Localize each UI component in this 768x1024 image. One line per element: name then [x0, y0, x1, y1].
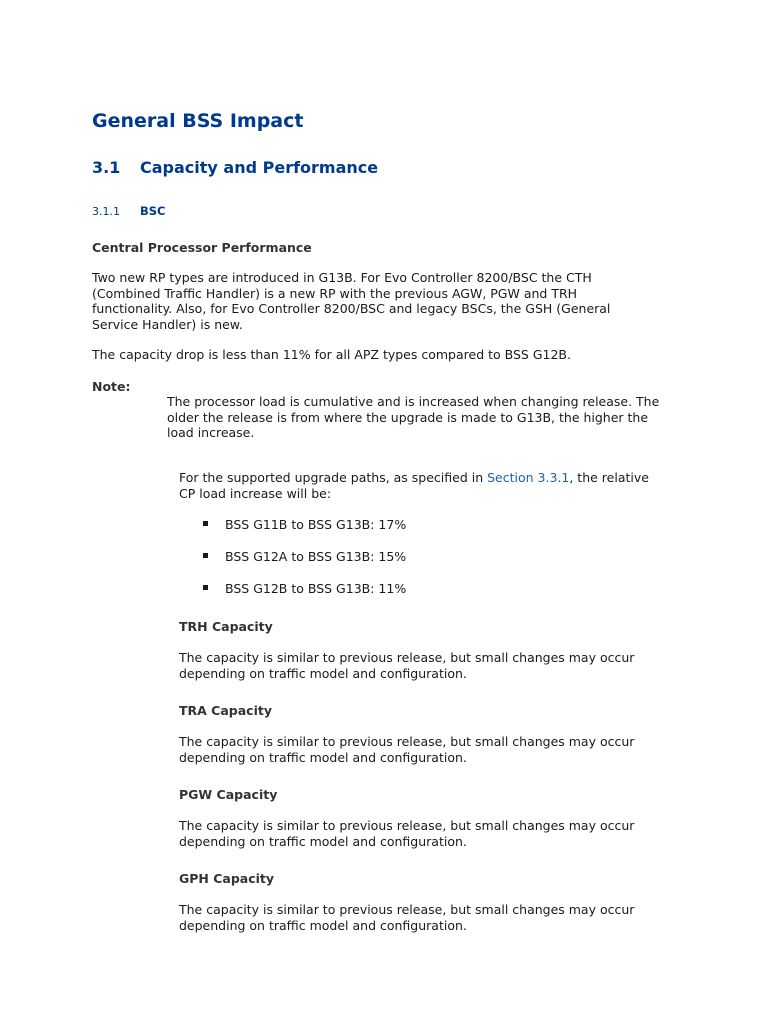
paragraph-line: Service Handler) is new. [92, 316, 243, 332]
subsection-number: 3.1.1 [92, 205, 120, 218]
paragraph-line: Two new RP types are introduced in G13B. For Evo Controller 8200/BSC the CTH [92, 270, 592, 285]
note-text [167, 394, 727, 441]
paragraph-line: depending on traffic model and configuration. [179, 665, 467, 681]
list-item [225, 549, 406, 564]
paragraph-line: The capacity is similar to previous release, but small changes may occur [179, 650, 635, 665]
upgrade-paths-paragraph [179, 470, 719, 501]
paragraph-line: The capacity is similar to previous release, but small changes may occur [179, 818, 635, 833]
section-3-3-1-link[interactable]: Section 3.3.1 [487, 470, 570, 485]
note-line: The processor load is cumulative and is increased when changing release. The [167, 394, 660, 409]
list-item-text: BSS G12B to BSS G13B: 11% [225, 581, 407, 596]
paragraph-line: The capacity is similar to previous release, but small changes may occur [179, 902, 635, 917]
trh-capacity-text [179, 650, 719, 681]
trh-capacity-heading: TRH Capacity [179, 619, 273, 634]
list-item-text: BSS G11B to BSS G13B: 17% [225, 517, 407, 532]
paragraph-line: depending on traffic model and configuration. [179, 749, 467, 765]
tra-capacity-text [179, 734, 719, 765]
list-item-text: BSS G12A to BSS G13B: 15% [225, 549, 407, 564]
upgrade-text-after-link: , the relative [569, 470, 649, 485]
pgw-capacity-text [179, 818, 719, 849]
note-line: older the release is from where the upgrade is made to G13B, the higher the [167, 409, 649, 425]
list-item [225, 517, 406, 532]
upgrade-text-before-link: For the supported upgrade paths, as specified in [179, 470, 488, 485]
section-number: 3.1 [92, 158, 121, 177]
upgrade-line-1 [179, 470, 719, 486]
upgrade-line-2: CP load increase will be: [179, 485, 332, 501]
note-line: load increase. [167, 425, 255, 440]
section-title: Capacity and Performance [140, 158, 379, 177]
capacity-drop-paragraph: The capacity drop is less than 11% for all APZ types compared to BSS G12B. [92, 347, 571, 362]
gph-capacity-heading: GPH Capacity [179, 871, 275, 886]
paragraph-line: depending on traffic model and configuration. [179, 917, 467, 933]
gph-capacity-text [179, 902, 719, 933]
note-label: Note: [92, 379, 131, 394]
square-bullet-icon [203, 553, 208, 558]
paragraph-line: The capacity is similar to previous release, but small changes may occur [179, 734, 635, 749]
cp-performance-paragraph [92, 270, 692, 332]
subsection-title: BSC [140, 204, 166, 218]
paragraph-line: (Combined Traffic Handler) is a new RP with the previous AGW, PGW and TRH [92, 285, 578, 301]
paragraph-line: depending on traffic model and configuration. [179, 833, 467, 849]
square-bullet-icon [203, 521, 208, 526]
cp-performance-heading: Central Processor Performance [92, 240, 312, 255]
pgw-capacity-heading: PGW Capacity [179, 787, 278, 802]
upgrade-load-list [225, 517, 625, 597]
paragraph-line: functionality. Also, for Evo Controller 8200/BSC and legacy BSCs, the GSH (General [92, 301, 611, 316]
square-bullet-icon [203, 585, 208, 590]
list-item [225, 581, 406, 596]
tra-capacity-heading: TRA Capacity [179, 703, 272, 718]
heading-general-bss-impact: General BSS Impact [92, 110, 304, 132]
